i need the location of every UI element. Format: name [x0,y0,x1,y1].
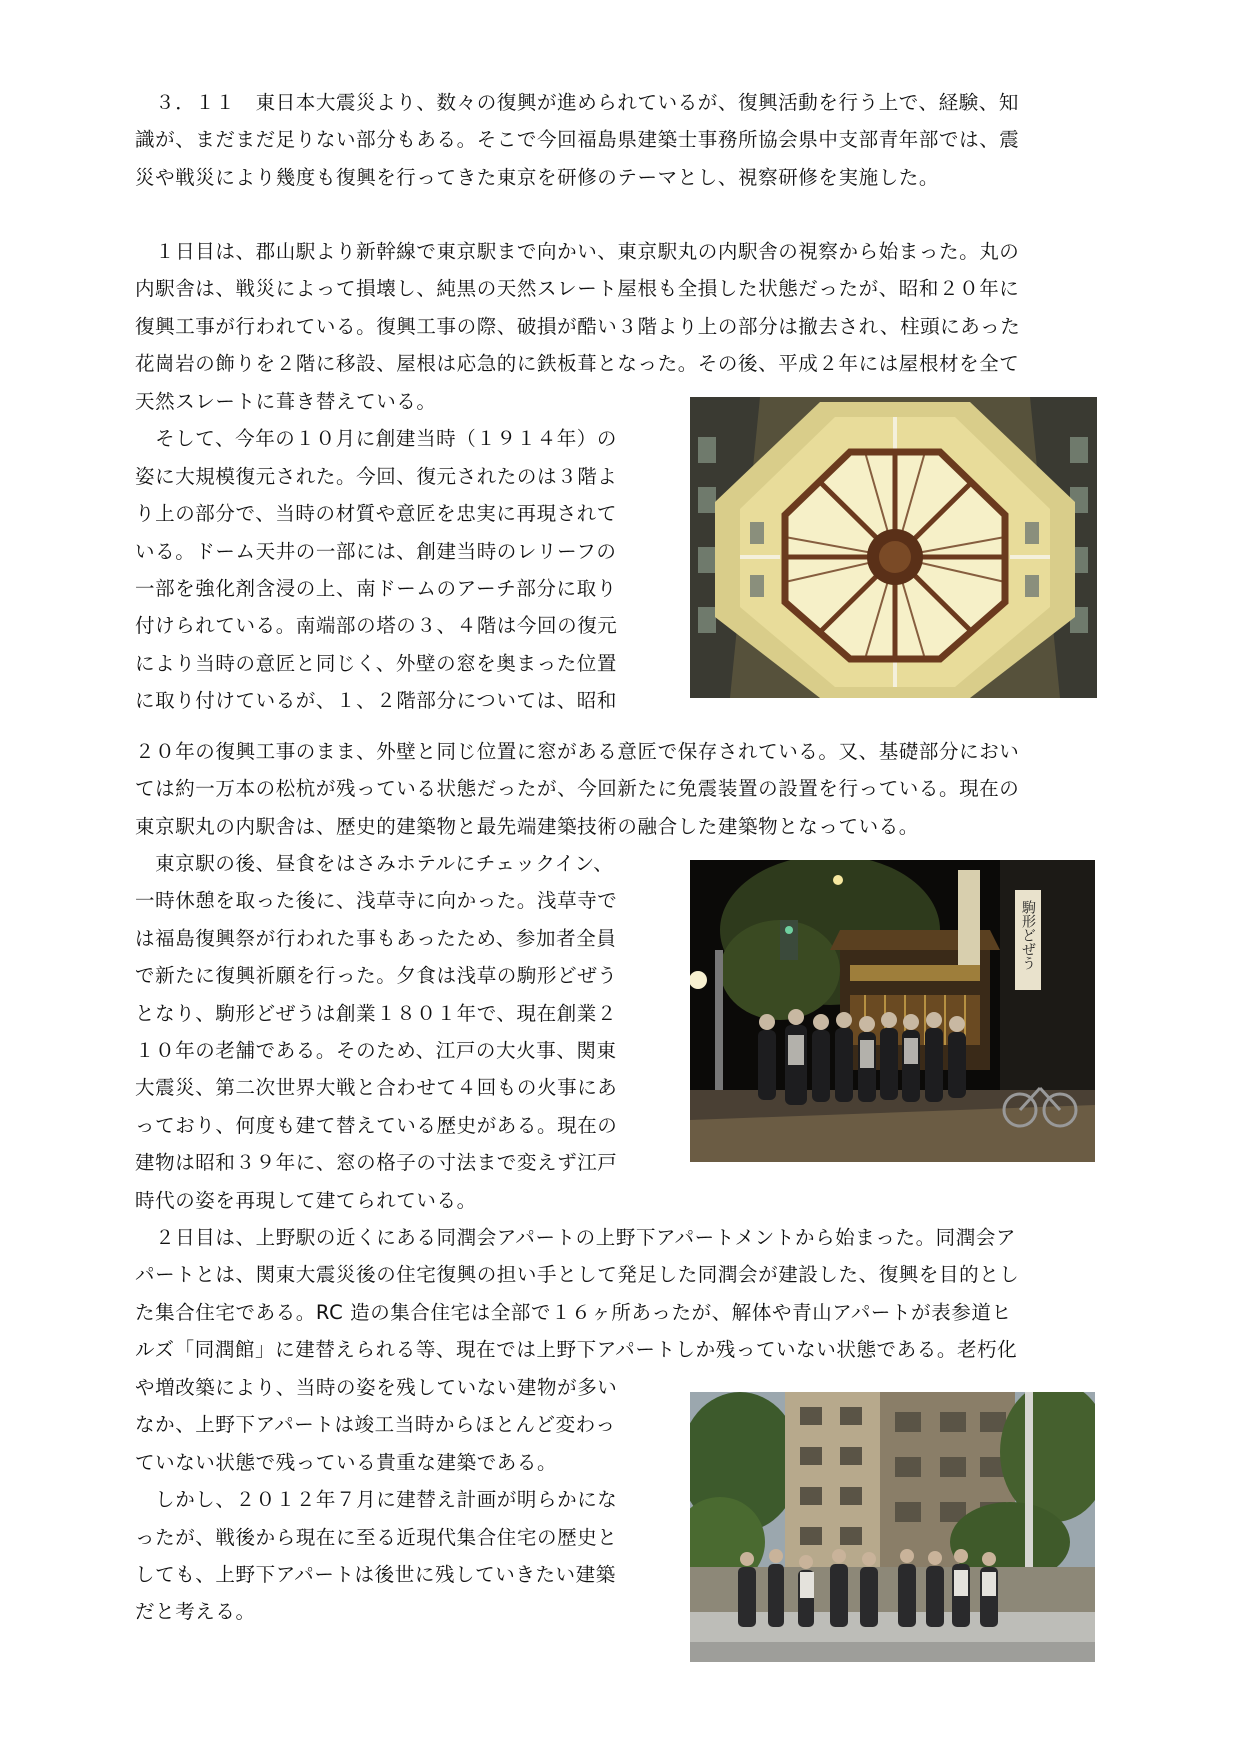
asakusa-paragraph [135,845,675,1219]
text-line: ２０年の復興工事のまま、外壁と同じ位置に窓がある意匠で保存されている。又、基礎部分におい [135,740,1020,763]
text-line: ては約一万本の松杭が残っている状態だったが、今回新たに免震装置の設置を行っている。現在の [135,777,1020,801]
text-line: ていない状態で残っている貴重な建築である。 [135,1450,558,1474]
day1-paragraph [135,233,1105,383]
text-line: た集合住宅である。RC 造の集合住宅は全部で１６ヶ所あったが、解体や青山アパートが表参道ヒ [135,1300,1012,1324]
text-line: で新たに復興祈願を行った。夕食は浅草の駒形どぜう [135,964,618,988]
text-line: 一部を強化剤含浸の上、南ドームのアーチ部分に取り [135,577,617,601]
text-line: １日目は、郡山駅より新幹線で東京駅まで向かい、東京駅丸の内駅舎の視察から始まった。丸の [135,240,1020,263]
text-line: 時代の姿を再現して建てられている。 [135,1188,477,1212]
text-line: っており、何度も建て替えている歴史がある。現在の [135,1113,618,1137]
text-line: パートとは、関東大震災後の住宅復興の担い手として発足した同潤会が建設した、復興を目的とし [135,1263,1020,1287]
text-line: に取り付けているが、１、２階部分については、昭和 [135,689,618,713]
text-line: だと考える。 [135,1600,256,1624]
text-line: ３．１１ 東日本大震災より、数々の復興が進められているが、復興活動を行う上で、経験、知 [135,91,1020,114]
text-line: 東京駅の後、昼食をはさみホテルにチェックイン、 [135,852,614,875]
text-line: 付けられている。南端部の塔の３、４階は今回の復元 [135,614,618,638]
text-line: り上の部分で、当時の材質や意匠を忠実に再現されて [135,502,618,526]
text-line: は福島復興祭が行われた事もあったため、参加者全員 [135,926,617,950]
intro-paragraph [135,84,1105,196]
text-line: 建物は昭和３９年に、窓の格子の寸法まで変えず江戸 [135,1151,618,1175]
text-line: ルズ「同潤館」に建替えられる等、現在では上野下アパートしか残っていない状態である。老朽化 [135,1338,1018,1362]
day2-apartment-paragraph [135,1369,675,1631]
text-line: ったが、戦後から現在に至る近現代集合住宅の歴史と [135,1525,618,1549]
restaurant-sign: 駒形どぜう [1020,900,1036,970]
day1-restoration-paragraph [135,383,675,720]
text-line: 復興工事が行われている。復興工事の際、破損が酷い３階より上の部分は撤去され、柱頭にあった [135,314,1021,338]
text-line: そして、今年の１０月に創建当時（１９１４年）の [135,427,618,451]
text-line: 東京駅丸の内駅舎は、歴史的建築物と最先端建築技術の融合した建築物となっている。 [135,814,919,838]
day1-continued-paragraph [135,733,1105,845]
day2-paragraph [135,1219,1105,1369]
text-line: ２日目は、上野駅の近くにある同潤会アパートの上野下アパートメントから始まった。同潤会ア [135,1226,1017,1249]
text-line: 一時休憩を取った後に、浅草寺に向かった。浅草寺で [135,889,618,913]
text-line: 花崗岩の飾りを２階に移設、屋根は応急的に鉄板葺となった。その後、平成２年には屋根材を全て [135,352,1020,376]
text-line: 災や戦災により幾度も復興を行ってきた東京を研修のテーマとし、視察研修を実施した。 [135,165,940,189]
text-line: となり、駒形どぜうは創業１８０１年で、現在創業２ [135,1001,618,1025]
text-line: 識が、まだまだ足りない部分もある。そこで今回福島県建築士事務所協会県中支部青年部では、震 [135,128,1020,152]
text-line: 大震災、第二次世界大戦と合わせて４回もの火事にあ [135,1076,618,1100]
komagata-dozeu-group-photo [690,860,1095,1162]
text-line: や増改築により、当時の姿を残していない建物が多い [135,1376,618,1399]
text-line: 天然スレートに葺き替えている。 [135,390,437,413]
text-line: しかし、２０１２年７月に建替え計画が明らかにな [135,1488,618,1512]
text-line: なか、上野下アパートは竣工当時からほとんど変わっ [135,1413,616,1437]
text-line: しても、上野下アパートは後世に残していきたい建築 [135,1563,616,1587]
text-line: 内駅舎は、戦災によって損壊し、純黒の天然スレート屋根も全損した状態だったが、昭和２０年に [135,277,1020,301]
uenoshita-apartment-group-photo [690,1392,1095,1662]
text-line: により当時の意匠と同じく、外壁の窓を奥まった位置 [135,651,618,675]
text-line: 姿に大規模復元された。今回、復元されたのは３階よ [135,464,618,488]
tokyo-station-dome-photo [690,397,1097,698]
text-line: １０年の老舗である。そのため、江戸の大火事、関東 [135,1039,617,1063]
text-line: いる。ドーム天井の一部には、創建当時のレリーフの [135,539,617,563]
